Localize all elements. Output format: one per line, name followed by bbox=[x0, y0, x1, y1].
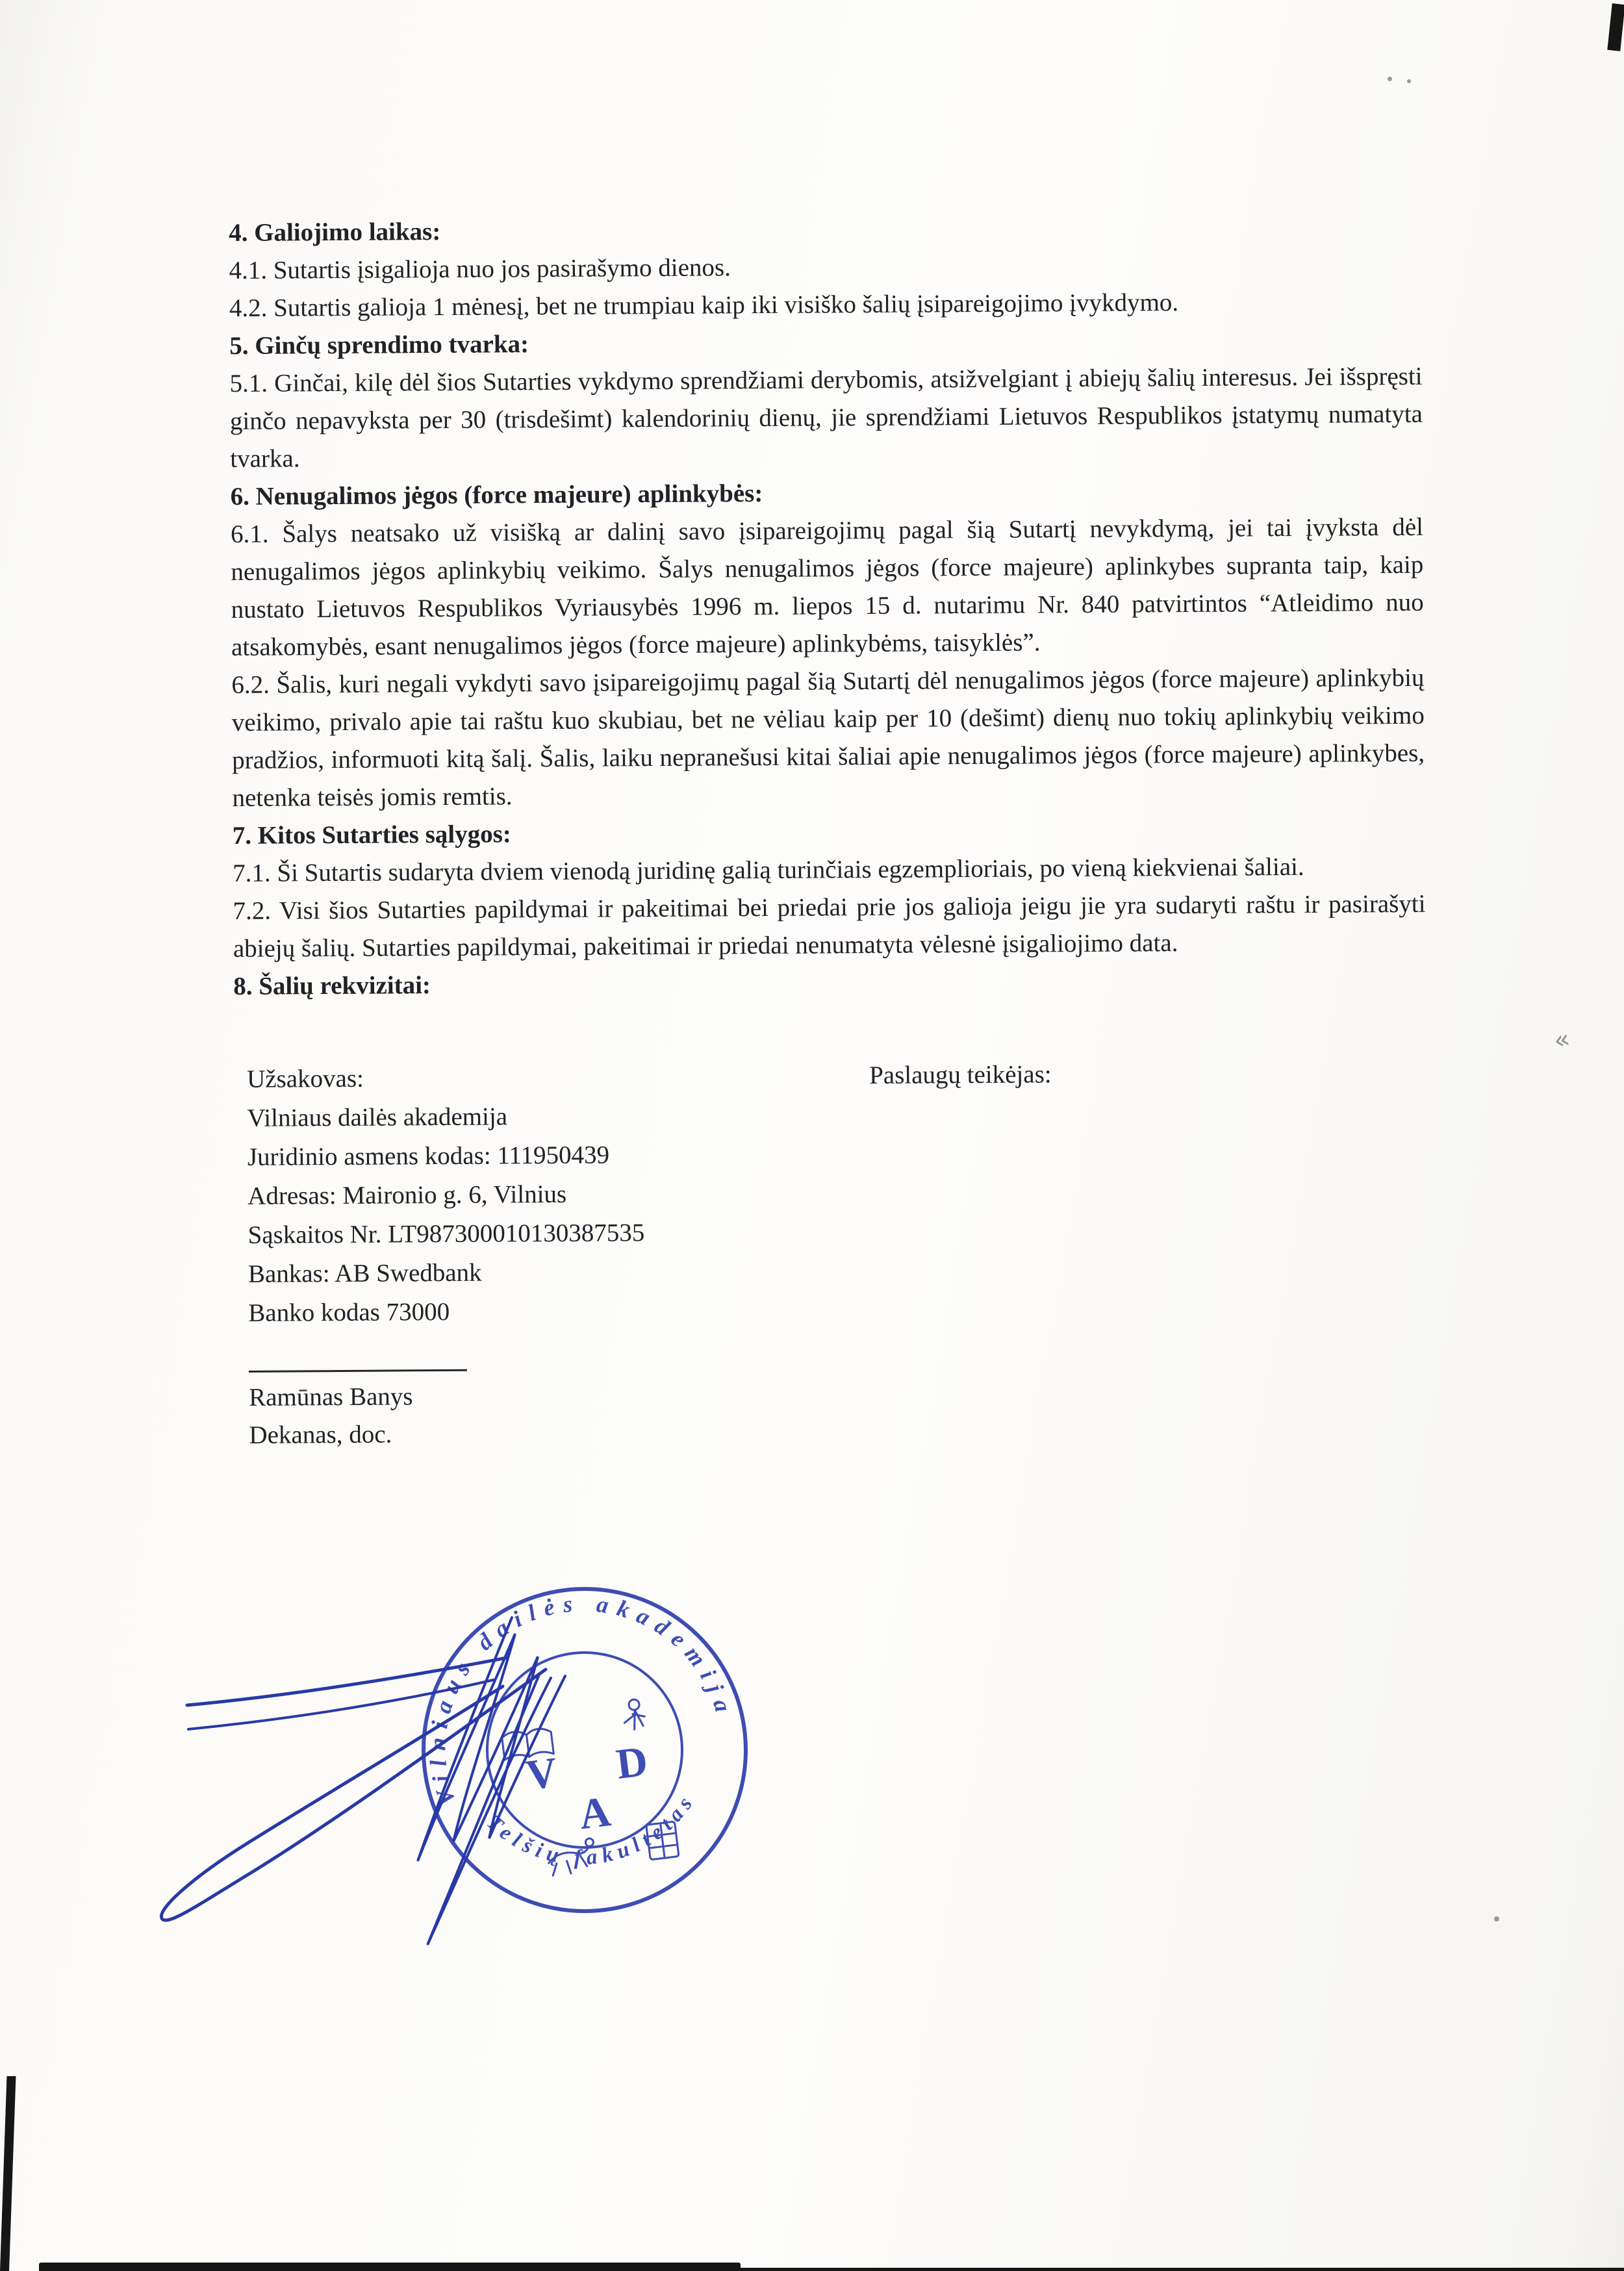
signature-line bbox=[249, 1369, 467, 1373]
scan-dot bbox=[1388, 77, 1392, 81]
scan-edge-bottom-left bbox=[39, 2263, 741, 2271]
section-heading-4: 4. Galiojimo laikas: bbox=[229, 218, 441, 247]
clause-4-2: 4.2. Sutartis galioja 1 mėnesį, bet ne trumpiau kaip iki visiško šalių įsipareigojimo įvykdymo. bbox=[229, 288, 1179, 322]
stamp-bottom-text: Telšių fakultetas bbox=[482, 1788, 701, 1870]
stamp-letter-v: V bbox=[523, 1748, 560, 1799]
customer-account: Sąskaitos Nr. LT987300010130387535 bbox=[247, 1219, 645, 1249]
stray-pen-mark: « bbox=[1551, 1023, 1573, 1057]
stamp-letter-a: A bbox=[576, 1788, 613, 1839]
signature-stroke bbox=[418, 1618, 565, 1861]
scan-corner-mark bbox=[1607, 3, 1624, 51]
clause-5-1: 5.1. Ginčai, kilę dėl šios Sutarties vykdymo sprendžiami derybomis, atsižvelgiant į abiejų šalių interesus. Jei išspręsti ginčo nepavyksta per 30 (trisdešimt) kalendorinių dienų, jie sprendžiami Lietuvos Respublikos įstatymų numatyta tvarka. bbox=[229, 362, 1423, 473]
stamp-letter-d: D bbox=[613, 1737, 650, 1788]
requisites-section bbox=[234, 1053, 1428, 1333]
scan-dot bbox=[1494, 1916, 1499, 1922]
customer-bank-code: Banko kodas 73000 bbox=[248, 1297, 450, 1327]
signatory-name: Ramūnas Banys bbox=[248, 1382, 413, 1412]
clause-7-1: 7.1. Ši Sutartis sudaryta dviem vienodą juridinę galią turinčiais egzemplioriais, po vieną kiekvienai šaliai. bbox=[233, 852, 1304, 887]
clause-6-1: 6.1. Šalys neatsako už visišką ar dalinį savo įsipareigojimų pagal šią Sutartį nevykdymą, jei tai įvyksta dėl nenugalimos jėgos aplinkybių veikimo. Šalys nenugalimos jėgos (force majeure) aplinkybes supranta taip, kaip nustato Lietuvos Respublikos Vyriausybės 1996 m. liepos 15 d. nutarimu Nr. 840 patvirtintos “Atleidimo nuo atsakomybės, esant nenugalimos jėgos (force majeure) aplinkybėms, taisyklės”. bbox=[230, 513, 1424, 661]
clause-6-2: 6.2. Šalis, kuri negali vykdyti savo įsipareigojimų pagal šią Sutartį dėl nenugalimos jėgos (force majeure) aplinkybių veikimo, privalo apie tai raštu kuo skubiau, bet ne vėliau kaip per 10 (dešimt) dienų nuo tokių aplinkybių veikimo pradžios, informuoti kitą šalį. Šalis, laiku nepranešusi kitai šaliai apie nenugalimos jėgos (force majeure) aplinkybes, netenka teisės jomis remtis. bbox=[231, 663, 1425, 812]
section-heading-6: 6. Nenugalimos jėgos (force majeure) aplinkybės: bbox=[230, 479, 763, 511]
customer-address: Adresas: Maironio g. 6, Vilnius bbox=[247, 1180, 567, 1210]
handwritten-signature bbox=[148, 1572, 668, 1975]
scan-dot bbox=[1407, 79, 1411, 83]
section-heading-5: 5. Ginčų sprendimo tvarka: bbox=[229, 330, 529, 360]
signature-stroke bbox=[187, 1658, 507, 1705]
section-heading-8: 8. Šalių rekvizitai: bbox=[233, 971, 431, 1000]
stamp-top-text: Vilniaus dailės akademija bbox=[424, 1590, 739, 1809]
customer-name: Vilniaus dailės akademija bbox=[247, 1102, 508, 1132]
contract-text-body bbox=[229, 207, 1429, 1454]
clause-4-1: 4.1. Sutartis įsigalioja nuo jos pasirašymo dienos. bbox=[229, 253, 731, 285]
signatory-block bbox=[236, 1364, 1429, 1454]
provider-label: Paslaugų teikėjas: bbox=[869, 1060, 1052, 1090]
scan-edge-left bbox=[0, 2076, 16, 2271]
provider-requisites bbox=[869, 1053, 1428, 1329]
customer-bank: Bankas: AB Swedbank bbox=[247, 1258, 482, 1288]
customer-legal-code: Juridinio asmens kodas: 111950439 bbox=[247, 1141, 610, 1171]
customer-requisites bbox=[247, 1056, 871, 1333]
clause-7-2: 7.2. Visi šios Sutarties papildymai ir pakeitimai bei priedai prie jos galioja jeigu jie yra sudaryti raštu ir pasirašyti abiejų šalių. Sutarties papildymai, pakeitimai ir priedai nenumatyta vėlesnė įsigaliojimo data. bbox=[233, 889, 1426, 963]
section-heading-7: 7. Kitos Sutarties sąlygos: bbox=[232, 820, 511, 850]
signatory-title: Dekanas, doc. bbox=[249, 1420, 392, 1449]
customer-label: Užsakovas: bbox=[247, 1064, 364, 1093]
